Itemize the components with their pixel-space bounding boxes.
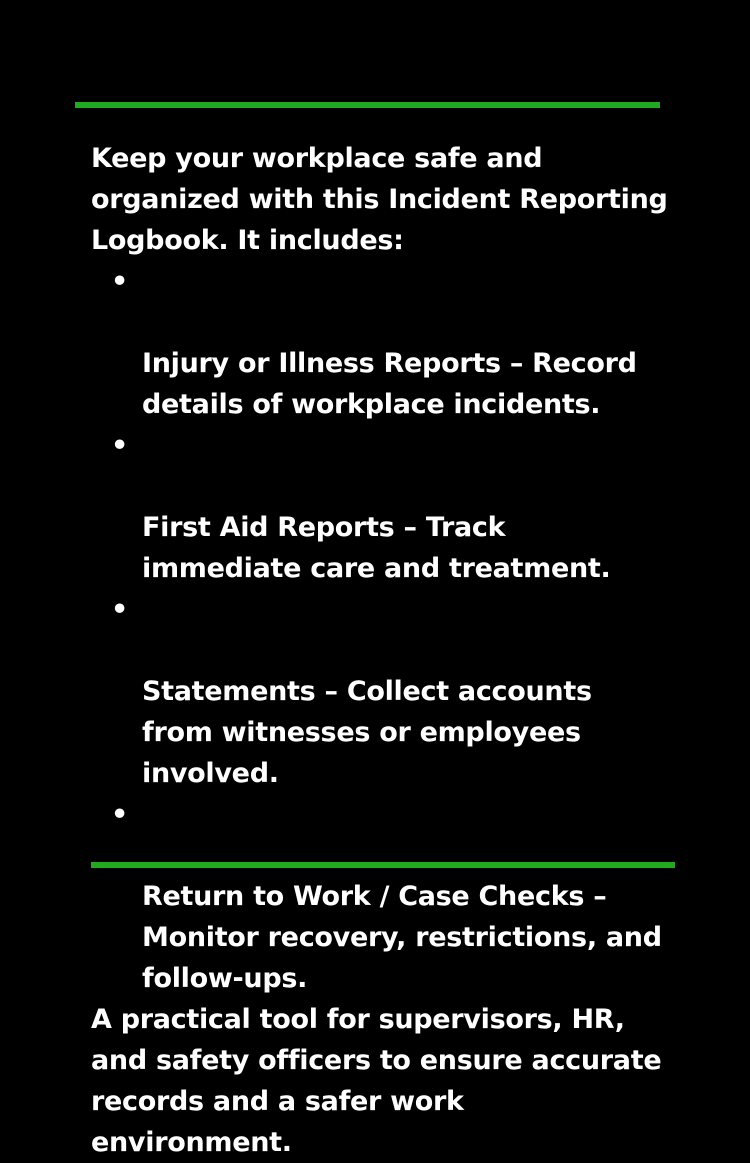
bullet-icon: • [111,430,128,461]
includes-list [91,261,691,999]
list-item [91,794,691,999]
intro-paragraph: Keep your workplace safe and organized with this Incident Reporting Logbook. It includes: [91,143,668,256]
list-item [91,589,691,794]
closing-paragraph: A practical tool for supervisors, HR, and safety officers to ensure accurate records and a safer work environment. [91,1004,662,1158]
bottom-divider [91,862,675,868]
list-item [91,425,691,589]
list-item [91,261,691,425]
list-item-text: First Aid Reports – Track immediate care and treatment. [142,512,611,584]
bullet-icon: • [111,266,128,297]
top-divider [75,102,660,108]
bullet-icon: • [111,799,128,830]
list-item-text: Injury or Illness Reports – Record details of workplace incidents. [142,348,637,420]
description-block [91,138,691,1163]
bullet-icon: • [111,594,128,625]
list-item-text: Return to Work / Case Checks – Monitor recovery, restrictions, and follow-ups. [142,881,662,994]
list-item-text: Statements – Collect accounts from witnesses or employees involved. [142,676,592,789]
